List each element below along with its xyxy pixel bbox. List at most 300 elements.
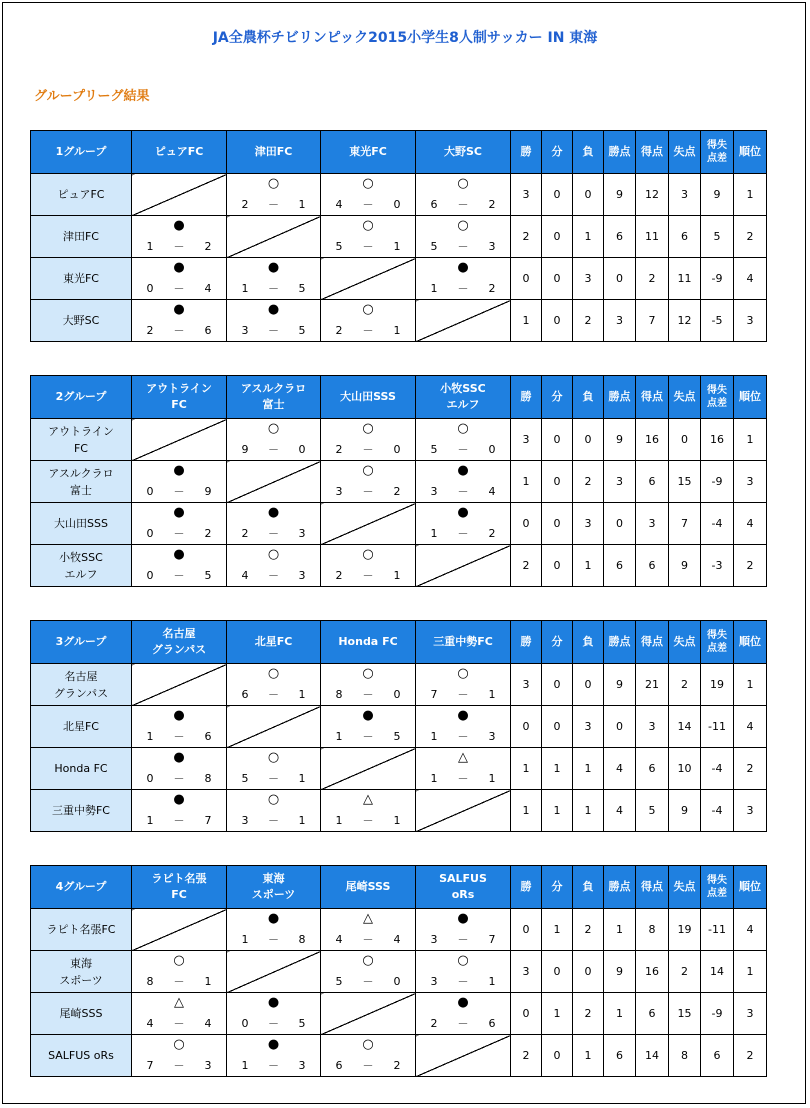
text-line: 負 [582, 635, 594, 648]
text-line: 分 [551, 635, 563, 648]
text-line: 津田FC [62, 230, 99, 243]
text-line: SALFUS [439, 872, 487, 885]
loss-mark-icon: ● [173, 792, 185, 807]
stat-value: 4 [604, 748, 636, 790]
score [227, 815, 320, 827]
goals-for: 2 [241, 198, 249, 211]
header-row [31, 131, 767, 174]
team-name [31, 503, 132, 545]
goals-against: 3 [298, 569, 306, 582]
text-line: スポーツ [59, 973, 103, 987]
stat-value: 7 [636, 300, 669, 342]
match-result-cell [321, 706, 416, 748]
text-line: FC [171, 888, 187, 901]
goals-for: 5 [335, 240, 343, 253]
loss-mark-icon: ● [173, 463, 185, 478]
column-header-team [132, 621, 227, 664]
column-header-team [227, 621, 321, 664]
team-name [31, 664, 132, 706]
stat-value: 3 [734, 790, 767, 832]
score [416, 199, 510, 211]
text-line: 負 [582, 880, 594, 893]
loss-mark-icon: ● [457, 995, 469, 1010]
stat-value: 1 [511, 748, 542, 790]
text-line: 勝 [520, 390, 532, 403]
score [132, 815, 226, 827]
score-dash: － [362, 933, 374, 946]
score-dash: － [268, 282, 279, 295]
table-row [31, 1035, 767, 1077]
text-line: Honda FC [54, 762, 108, 775]
goals-for: 4 [146, 1017, 154, 1030]
text-line: 得失 [707, 630, 727, 641]
match-result-cell [416, 174, 511, 216]
text-line: アウトライン [48, 424, 114, 438]
win-mark-icon: ○ [457, 421, 469, 436]
score-dash: － [268, 443, 279, 456]
self-match-cell [227, 951, 321, 993]
stat-value: 0 [573, 951, 604, 993]
text-line: 大野SC [62, 314, 100, 327]
stat-value: 0 [542, 461, 573, 503]
text-line: 失点 [673, 635, 696, 648]
goals-for: 1 [241, 282, 249, 295]
text-line: 大野SC [444, 145, 482, 158]
score [132, 528, 226, 540]
team-name [31, 790, 132, 832]
text-line: 名古屋 [162, 627, 196, 640]
text-line: 順位 [739, 145, 761, 158]
win-mark-icon: ○ [267, 750, 280, 765]
score-dash: － [173, 975, 185, 988]
column-header-stat [734, 866, 767, 909]
text-line: 順位 [739, 880, 761, 893]
table-row [31, 545, 767, 587]
score [321, 934, 415, 946]
score [227, 528, 320, 540]
self-match-cell [227, 216, 321, 258]
stat-value: 15 [669, 461, 701, 503]
text-line: 分 [551, 880, 563, 893]
stat-value: 0 [542, 706, 573, 748]
column-header-team [416, 866, 511, 909]
draw-mark-icon: △ [458, 750, 468, 765]
group-label: 3グループ [31, 621, 132, 664]
stat-value: 0 [573, 664, 604, 706]
stat-value: 3 [636, 503, 669, 545]
team-name [31, 993, 132, 1035]
loss-mark-icon: ● [173, 260, 185, 275]
column-header-stat [573, 866, 604, 909]
text-line: 大山田SSS [54, 517, 108, 530]
loss-mark-icon: ● [457, 463, 469, 478]
goals-against: 3 [298, 1059, 306, 1072]
column-header-stat [669, 131, 701, 174]
stat-value: 1 [573, 790, 604, 832]
table-row [31, 951, 767, 993]
goals-for: 5 [241, 772, 249, 785]
goals-for: 1 [430, 772, 438, 785]
goals-against: 4 [393, 933, 401, 946]
stat-value: 2 [573, 461, 604, 503]
score-dash: － [362, 198, 374, 211]
team-name [31, 461, 132, 503]
stat-value: 2 [734, 545, 767, 587]
column-header-team [416, 376, 511, 419]
stat-value: 19 [669, 909, 701, 951]
stat-value: 3 [511, 174, 542, 216]
column-header-team [132, 376, 227, 419]
score [321, 199, 415, 211]
goals-against: 2 [393, 1059, 401, 1072]
match-result-cell [321, 300, 416, 342]
stat-value: 4 [734, 706, 767, 748]
score-dash: － [173, 569, 185, 582]
win-mark-icon: ○ [362, 302, 374, 317]
score [321, 444, 415, 456]
stat-value: 1 [734, 419, 767, 461]
text-line: 尾崎SSS [345, 880, 391, 893]
stat-value: 1 [511, 461, 542, 503]
loss-mark-icon: ● [267, 302, 280, 317]
stat-value: 1 [604, 993, 636, 1035]
goals-against: 6 [488, 1017, 496, 1030]
score [321, 689, 415, 701]
goals-for: 0 [241, 1017, 249, 1030]
group-table-2 [30, 375, 767, 587]
self-match-cell [416, 790, 511, 832]
team-name [31, 258, 132, 300]
match-result-cell [227, 419, 321, 461]
column-header-stat [511, 376, 542, 419]
self-match-cell [227, 461, 321, 503]
stat-value: 9 [604, 951, 636, 993]
goals-for: 6 [430, 198, 438, 211]
score [227, 689, 320, 701]
goals-against: 0 [393, 443, 401, 456]
column-header-team [321, 131, 416, 174]
column-header-team [321, 866, 416, 909]
score-dash: － [362, 1059, 374, 1072]
goals-for: 3 [430, 485, 438, 498]
loss-mark-icon: ● [173, 218, 185, 233]
match-result-cell [227, 174, 321, 216]
goals-against: 7 [488, 933, 496, 946]
goals-for: 1 [241, 1059, 249, 1072]
match-result-cell [227, 748, 321, 790]
match-result-cell [416, 993, 511, 1035]
column-header-stat [542, 621, 573, 664]
score [416, 1018, 510, 1030]
win-mark-icon: ○ [457, 176, 469, 191]
section-subtitle: グループリーグ結果 [34, 89, 150, 104]
stat-value: 3 [573, 503, 604, 545]
loss-mark-icon: ● [267, 260, 280, 275]
score-dash: － [362, 485, 374, 498]
score-dash: － [268, 569, 279, 582]
stat-value: 2 [734, 216, 767, 258]
stat-value: 1 [542, 909, 573, 951]
win-mark-icon: ○ [362, 1037, 374, 1052]
score [227, 325, 320, 337]
score [132, 283, 226, 295]
score-dash: － [173, 527, 185, 540]
table-row [31, 258, 767, 300]
goals-for: 2 [335, 443, 343, 456]
stat-value: 9 [701, 174, 734, 216]
score [227, 444, 320, 456]
match-result-cell [132, 993, 227, 1035]
score-dash: － [457, 485, 469, 498]
text-line: 順位 [739, 635, 761, 648]
stat-value: 8 [669, 1035, 701, 1077]
stat-value: 3 [734, 461, 767, 503]
score-dash: － [173, 730, 185, 743]
table-row [31, 174, 767, 216]
goals-for: 0 [146, 569, 154, 582]
stat-value: 3 [573, 706, 604, 748]
stat-value: 0 [604, 258, 636, 300]
match-result-cell [132, 503, 227, 545]
stat-value: -9 [701, 258, 734, 300]
score-dash: － [362, 443, 374, 456]
self-match-cell [416, 545, 511, 587]
stat-value: 1 [573, 545, 604, 587]
stat-value: 16 [636, 419, 669, 461]
stat-value: 1 [511, 790, 542, 832]
score-dash: － [173, 814, 185, 827]
stat-value: 3 [604, 300, 636, 342]
self-match-cell [321, 993, 416, 1035]
text-line: アスルクラロ [240, 382, 307, 395]
goals-against: 2 [488, 282, 496, 295]
goals-for: 8 [335, 688, 343, 701]
stat-value: 2 [734, 748, 767, 790]
score [321, 1060, 415, 1072]
score [227, 773, 320, 785]
win-mark-icon: ○ [457, 953, 469, 968]
goals-for: 2 [335, 569, 343, 582]
score-dash: － [268, 527, 279, 540]
text-line: 得失 [707, 140, 727, 151]
score [416, 283, 510, 295]
score [321, 731, 415, 743]
stat-value: 2 [669, 664, 701, 706]
goals-against: 6 [204, 324, 212, 337]
stat-value: 2 [669, 951, 701, 993]
goals-against: 1 [298, 688, 306, 701]
score [227, 199, 320, 211]
stat-value: 2 [511, 1035, 542, 1077]
loss-mark-icon: ● [457, 260, 469, 275]
goals-for: 1 [430, 730, 438, 743]
score [416, 934, 510, 946]
goals-against: 0 [488, 443, 496, 456]
stat-value: 6 [636, 993, 669, 1035]
text-line: 勝点 [608, 390, 631, 403]
goals-for: 3 [241, 324, 249, 337]
loss-mark-icon: ● [457, 708, 469, 723]
goals-for: 0 [146, 772, 154, 785]
text-line: 得失 [707, 875, 727, 886]
goals-against: 1 [298, 772, 306, 785]
win-mark-icon: ○ [267, 547, 280, 562]
column-header-stat [604, 131, 636, 174]
stat-value: 1 [604, 909, 636, 951]
stat-value: 0 [542, 545, 573, 587]
goals-against: 0 [393, 975, 401, 988]
score-dash: － [268, 772, 279, 785]
column-header-stat [701, 866, 734, 909]
stat-value: 21 [636, 664, 669, 706]
match-result-cell [132, 461, 227, 503]
column-header-stat [636, 866, 669, 909]
column-header-stat [734, 376, 767, 419]
stat-value: 1 [511, 300, 542, 342]
loss-mark-icon: ● [267, 505, 280, 520]
text-line: 勝点 [608, 880, 631, 893]
loss-mark-icon: ● [457, 505, 469, 520]
score-dash: － [457, 240, 469, 253]
goals-for: 6 [241, 688, 249, 701]
stat-value: 14 [669, 706, 701, 748]
header-row [31, 621, 767, 664]
column-header-stat [573, 131, 604, 174]
text-line: oRs [451, 888, 475, 901]
table-row [31, 706, 767, 748]
stat-value: 3 [573, 258, 604, 300]
match-result-cell [416, 706, 511, 748]
stat-value: -3 [701, 545, 734, 587]
stat-value: -9 [701, 461, 734, 503]
match-result-cell [227, 993, 321, 1035]
stat-value: 2 [734, 1035, 767, 1077]
stat-value: 10 [669, 748, 701, 790]
text-line: 分 [551, 390, 563, 403]
stat-value: 3 [604, 461, 636, 503]
stat-value: 1 [573, 748, 604, 790]
win-mark-icon: ○ [173, 953, 185, 968]
text-line: 得点 [641, 145, 663, 158]
goals-for: 3 [430, 975, 438, 988]
text-line: アスルクラロ [48, 466, 114, 480]
goals-for: 1 [241, 933, 249, 946]
goals-against: 0 [298, 443, 306, 456]
score [227, 1060, 320, 1072]
column-header-stat [701, 376, 734, 419]
column-header-stat [604, 866, 636, 909]
text-line: ピュアFC [57, 188, 105, 201]
match-result-cell [227, 503, 321, 545]
group-table-3 [30, 620, 767, 832]
score [132, 486, 226, 498]
column-header-stat [669, 866, 701, 909]
match-result-cell [416, 419, 511, 461]
match-result-cell [227, 790, 321, 832]
score-dash: － [362, 688, 374, 701]
text-line: 失点 [673, 145, 696, 158]
score-dash: － [268, 814, 279, 827]
match-result-cell [416, 216, 511, 258]
text-line: 勝点 [608, 635, 631, 648]
goals-against: 4 [204, 282, 212, 295]
match-result-cell [227, 300, 321, 342]
draw-mark-icon: △ [363, 792, 373, 807]
goals-against: 8 [204, 772, 212, 785]
column-header-team [227, 376, 321, 419]
score-dash: － [457, 975, 469, 988]
column-header-stat [636, 131, 669, 174]
column-header-stat [604, 621, 636, 664]
stat-value: 2 [511, 545, 542, 587]
win-mark-icon: ○ [267, 421, 280, 436]
stat-value: 12 [669, 300, 701, 342]
goals-for: 0 [146, 527, 154, 540]
score-dash: － [173, 282, 185, 295]
score [132, 773, 226, 785]
score [416, 976, 510, 988]
goals-against: 4 [204, 1017, 212, 1030]
score [321, 486, 415, 498]
stat-value: 3 [511, 664, 542, 706]
text-line: 点差 [707, 643, 727, 654]
stat-value: -11 [701, 706, 734, 748]
draw-mark-icon: △ [363, 911, 373, 926]
stat-value: 12 [636, 174, 669, 216]
win-mark-icon: ○ [362, 547, 374, 562]
score [321, 815, 415, 827]
match-result-cell [321, 545, 416, 587]
text-line: 勝 [520, 880, 532, 893]
team-name [31, 300, 132, 342]
stat-value: 0 [542, 300, 573, 342]
stat-value: -11 [701, 909, 734, 951]
text-line: 負 [582, 390, 594, 403]
column-header-team [321, 376, 416, 419]
goals-against: 1 [204, 975, 212, 988]
text-line: 北星FC [254, 635, 293, 648]
column-header-team [416, 131, 511, 174]
match-result-cell [132, 545, 227, 587]
loss-mark-icon: ● [267, 995, 280, 1010]
stat-value: 15 [669, 993, 701, 1035]
goals-for: 5 [430, 240, 438, 253]
score [416, 773, 510, 785]
score [132, 570, 226, 582]
goals-for: 4 [335, 198, 343, 211]
column-header-stat [511, 621, 542, 664]
text-line: アウトライン [146, 382, 212, 395]
win-mark-icon: ○ [362, 176, 374, 191]
score-dash: － [457, 443, 469, 456]
stat-value: 2 [636, 258, 669, 300]
loss-mark-icon: ● [362, 708, 374, 723]
score [416, 444, 510, 456]
goals-against: 5 [204, 569, 212, 582]
stat-value: 0 [669, 419, 701, 461]
goals-against: 5 [298, 324, 306, 337]
stat-value: 1 [542, 790, 573, 832]
goals-against: 3 [488, 240, 496, 253]
stat-value: 2 [573, 300, 604, 342]
match-result-cell [132, 951, 227, 993]
text-line: 三重中勢FC [433, 635, 493, 648]
team-name [31, 951, 132, 993]
loss-mark-icon: ● [173, 547, 185, 562]
match-result-cell [132, 1035, 227, 1077]
loss-mark-icon: ● [267, 1037, 280, 1052]
self-match-cell [416, 1035, 511, 1077]
